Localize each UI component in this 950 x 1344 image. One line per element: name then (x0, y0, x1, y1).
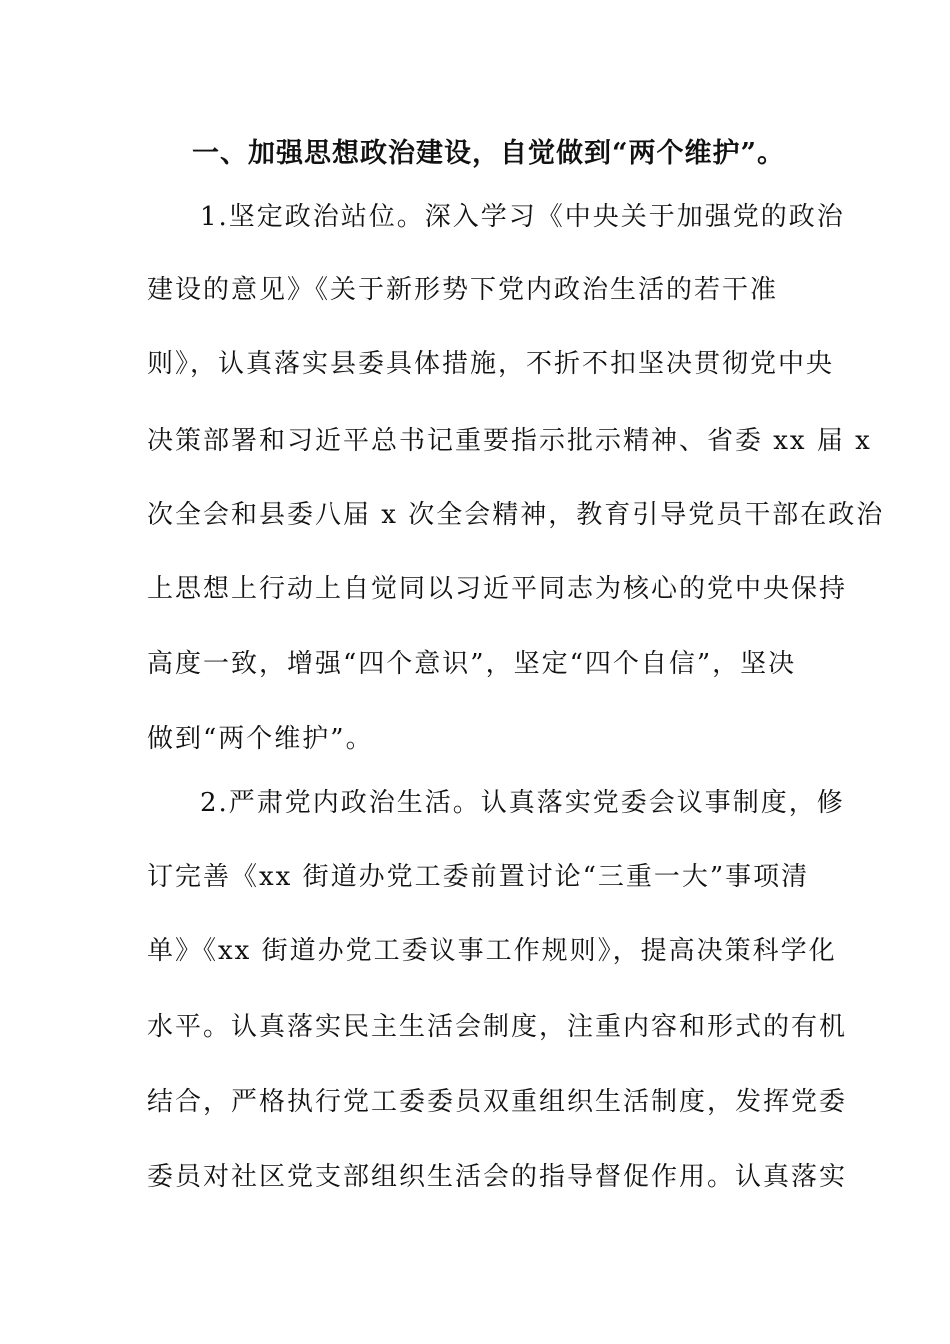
paragraph-line: 建设的意见》《关于新形势下党内政治生活的若干准 (147, 275, 779, 305)
paragraph-line: 结合，严格执行党工委委员双重组织生活制度，发挥党委 (147, 1087, 848, 1117)
paragraph-line: 上思想上行动上自觉同以习近平同志为核心的党中央保持 (147, 574, 848, 604)
paragraph-line: 做到“两个维护”。 (147, 724, 374, 754)
paragraph-line: 高度一致，增强“四个意识”，坚定“四个自信”，坚决 (147, 649, 797, 679)
paragraph-line: 水平。认真落实民主生活会制度，注重内容和形式的有机 (147, 1012, 848, 1042)
paragraph-line: 次全会和县委八届 x 次全会精神，教育引导党员干部在政治 (147, 500, 885, 530)
paragraph-line: 则》，认真落实县委具体措施，不折不扣坚决贯彻党中央 (147, 349, 835, 379)
paragraph-line: 委员对社区党支部组织生活会的指导督促作用。认真落实 (147, 1162, 848, 1192)
paragraph-line: 单》《xx 街道办党工委议事工作规则》，提高决策科学化 (147, 936, 837, 966)
paragraph-line: 订完善《xx 街道办党工委前置讨论“三重一大”事项清 (147, 862, 810, 892)
paragraph-line: 决策部署和习近平总书记重要指示批示精神、省委 xx 届 x (147, 426, 872, 456)
paragraph-line: 2.严肃党内政治生活。认真落实党委会议事制度，修 (200, 788, 845, 818)
paragraph-line: 1.坚定政治站位。深入学习《中央关于加强党的政治 (200, 202, 845, 232)
section-heading: 一、加强思想政治建设，自觉做到“两个维护”。 (192, 138, 786, 169)
